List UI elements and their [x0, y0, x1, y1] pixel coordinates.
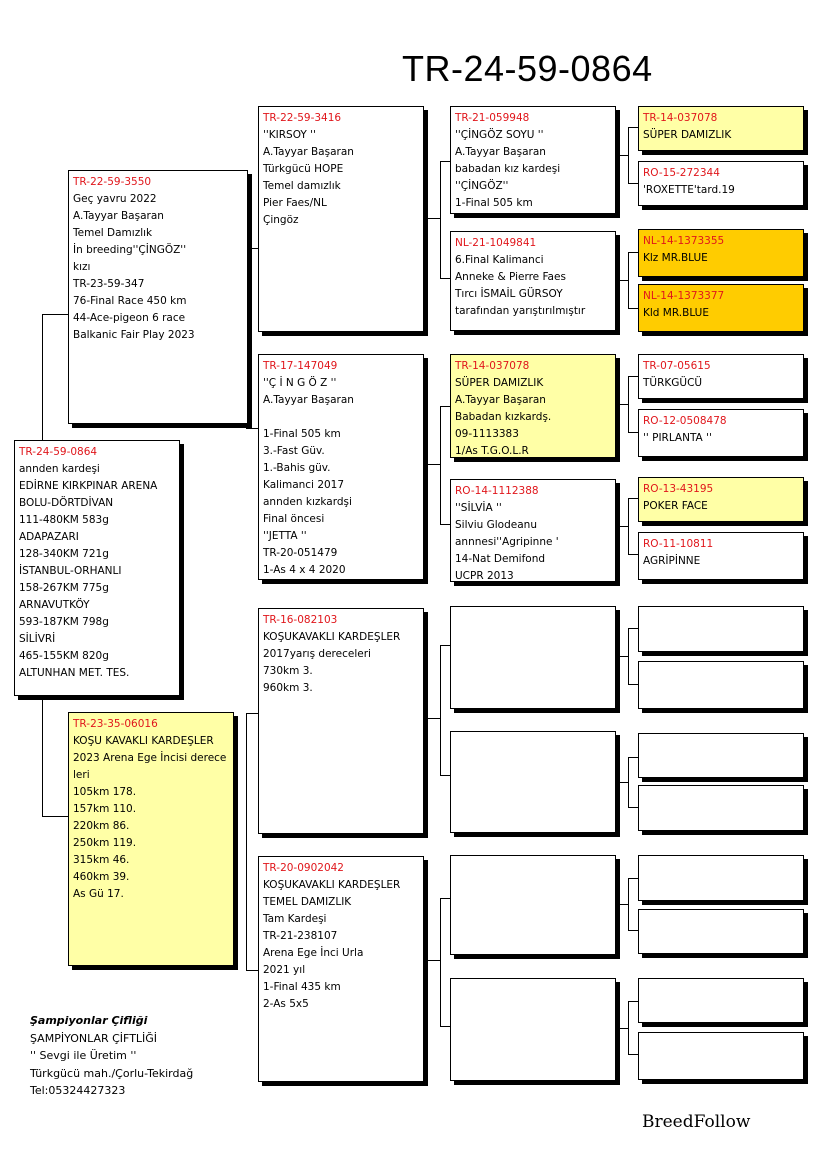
ring-number: TR-21-059948 — [455, 112, 530, 124]
brand-logo: BreedFollow — [642, 1112, 751, 1132]
pedigree-card-ssss[interactable]: TR-14-037078 SÜPER DAMIZLIK — [638, 106, 804, 151]
page-title: TR-24-59-0864 — [402, 48, 653, 89]
pedigree-card-empty[interactable] — [638, 978, 804, 1023]
pedigree-card-empty[interactable] — [638, 606, 804, 652]
ring-number: TR-14-037078 — [455, 360, 530, 372]
breeder-name: Şampiyonlar Çifliği — [30, 1014, 148, 1027]
pedigree-card-ssds[interactable]: NL-14-1373355 Klz MR.BLUE — [638, 229, 804, 277]
ring-number: TR-22-59-3416 — [263, 112, 342, 124]
pedigree-card-sds[interactable]: TR-14-037078 SÜPER DAMIZLIK A.Tayyar Başaran Babadan kızkardş. 09-1113383 1/As T.G.O.L.R — [450, 354, 616, 458]
pedigree-card-subject[interactable]: TR-24-59-0864 annden kardeşi EDİRNE KIRKPINAR ARENA BOLU-DÖRTDİVAN 111-480KM 583g ADAPAZARI 128-340KM 721g İSTANBUL-ORHANLI 158-267KM 775g ARNAVUTKÖY 593-187KM 798g SİLİVRİ 465-155KM 820g ALTUNHAN MET. TES. — [14, 440, 180, 696]
ring-number: TR-16-082103 — [263, 614, 338, 626]
pedigree-card-sire-dam[interactable]: TR-17-147049 ''Ç İ N G Ö Z '' A.Tayyar Başaran 1-Final 505 km 3.-Fast Güv. 1.-Bahis güv. Kalimanci 2017 annden kızkardşi Final öncesi ''JETTA '' TR-20-051479 1-As 4 x 4 2020 — [258, 354, 424, 580]
pedigree-card-dam-dam[interactable]: TR-20-0902042 KOŞUKAVAKLI KARDEŞLER TEMEL DAMIZLIK Tam Kardeşi TR-21-238107 Arena Ege İnci Urla 2021 yıl 1-Final 435 km 2-As 5x5 — [258, 856, 424, 1082]
ring-number: NL-14-1373377 — [643, 290, 725, 302]
ring-number: NL-14-1373355 — [643, 235, 725, 247]
ring-number: TR-20-0902042 — [263, 862, 344, 874]
pedigree-card-empty[interactable] — [638, 733, 804, 778]
pedigree-card-sire-sire[interactable]: TR-22-59-3416 ''KIRSOY '' A.Tayyar Başaran Türkgücü HOPE Temel damızlık Pier Faes/NL Çingöz — [258, 106, 424, 332]
ring-number: RO-11-10811 — [643, 538, 714, 550]
pedigree-card-empty[interactable] — [638, 661, 804, 709]
ring-number: RO-15-272344 — [643, 167, 720, 179]
pedigree-card-empty[interactable] — [450, 978, 616, 1081]
ring-number: RO-12-0508478 — [643, 415, 727, 427]
ring-number: TR-22-59-3550 — [73, 176, 152, 188]
ring-number: RO-13-43195 — [643, 483, 714, 495]
breeder-info: Şampiyonlar Çifliği ŞAMPİYONLAR ÇİFTLİĞİ '' Sevgi ile Üretim '' Türkgücü mah./Çorlu-Tekirdağ Tel:05324427323 — [30, 1012, 193, 1100]
ring-number: NL-21-1049841 — [455, 237, 537, 249]
pedigree-card-sdss[interactable]: TR-07-05615 TÜRKGÜCÜ — [638, 354, 804, 399]
pedigree-card-sss[interactable]: TR-21-059948 ''ÇİNGÖZ SOYU '' A.Tayyar Başaran babadan kız kardeşi ''ÇİNGÖZ'' 1-Final 505 km — [450, 106, 616, 214]
breeder-phone: Tel:05324427323 — [30, 1084, 126, 1097]
pedigree-card-ssd[interactable]: NL-21-1049841 6.Final Kalimanci Anneke & Pierre Faes Tırcı İSMAİL GÜRSOY tarafından yarıştırılmıştır — [450, 231, 616, 331]
pedigree-card-sssd[interactable]: RO-15-272344 'ROXETTE'tard.19 — [638, 161, 804, 206]
ring-number: TR-24-59-0864 — [19, 446, 98, 458]
pedigree-card-sdsd[interactable]: RO-12-0508478 '' PIRLANTA '' — [638, 409, 804, 457]
ring-number: TR-07-05615 — [643, 360, 711, 372]
ring-number: RO-14-1112388 — [455, 485, 539, 497]
pedigree-card-empty[interactable] — [638, 909, 804, 954]
ring-number: TR-14-037078 — [643, 112, 718, 124]
pedigree-card-sdds[interactable]: RO-13-43195 POKER FACE — [638, 477, 804, 522]
pedigree-card-sddd[interactable]: RO-11-10811 AGRİPİNNE — [638, 532, 804, 580]
pedigree-card-empty[interactable] — [450, 855, 616, 955]
pedigree-card-sdd[interactable]: RO-14-1112388 ''SİLVİA '' Silviu Glodeanu annnesi''Agripinne ' 14-Nat Demifond UCPR 2013 — [450, 479, 616, 582]
pedigree-card-dam[interactable]: TR-23-35-06016 KOŞU KAVAKLI KARDEŞLER 2023 Arena Ege İncisi derece leri 105km 178. 157km 110. 220km 86. 250km 119. 315km 46. 460km 39. As Gü 17. — [68, 712, 234, 966]
pedigree-card-empty[interactable] — [638, 785, 804, 831]
pedigree-card-empty[interactable] — [450, 731, 616, 833]
ring-number: TR-17-147049 — [263, 360, 338, 372]
pedigree-card-empty[interactable] — [450, 606, 616, 709]
pedigree-card-dam-sire[interactable]: TR-16-082103 KOŞUKAVAKLI KARDEŞLER 2017yarış dereceleri 730km 3. 960km 3. — [258, 608, 424, 834]
pedigree-card-sire[interactable]: TR-22-59-3550 Geç yavru 2022 A.Tayyar Başaran Temel Damızlık İn breeding''ÇİNGÖZ'' kızı TR-23-59-347 76-Final Race 450 km 44-Ace-pigeon 6 race Balkanic Fair Play 2023 — [68, 170, 248, 424]
pedigree-card-ssdd[interactable]: NL-14-1373377 Kld MR.BLUE — [638, 284, 804, 332]
pedigree-card-empty[interactable] — [638, 1032, 804, 1080]
pedigree-card-empty[interactable] — [638, 855, 804, 901]
ring-number: TR-23-35-06016 — [73, 718, 158, 730]
